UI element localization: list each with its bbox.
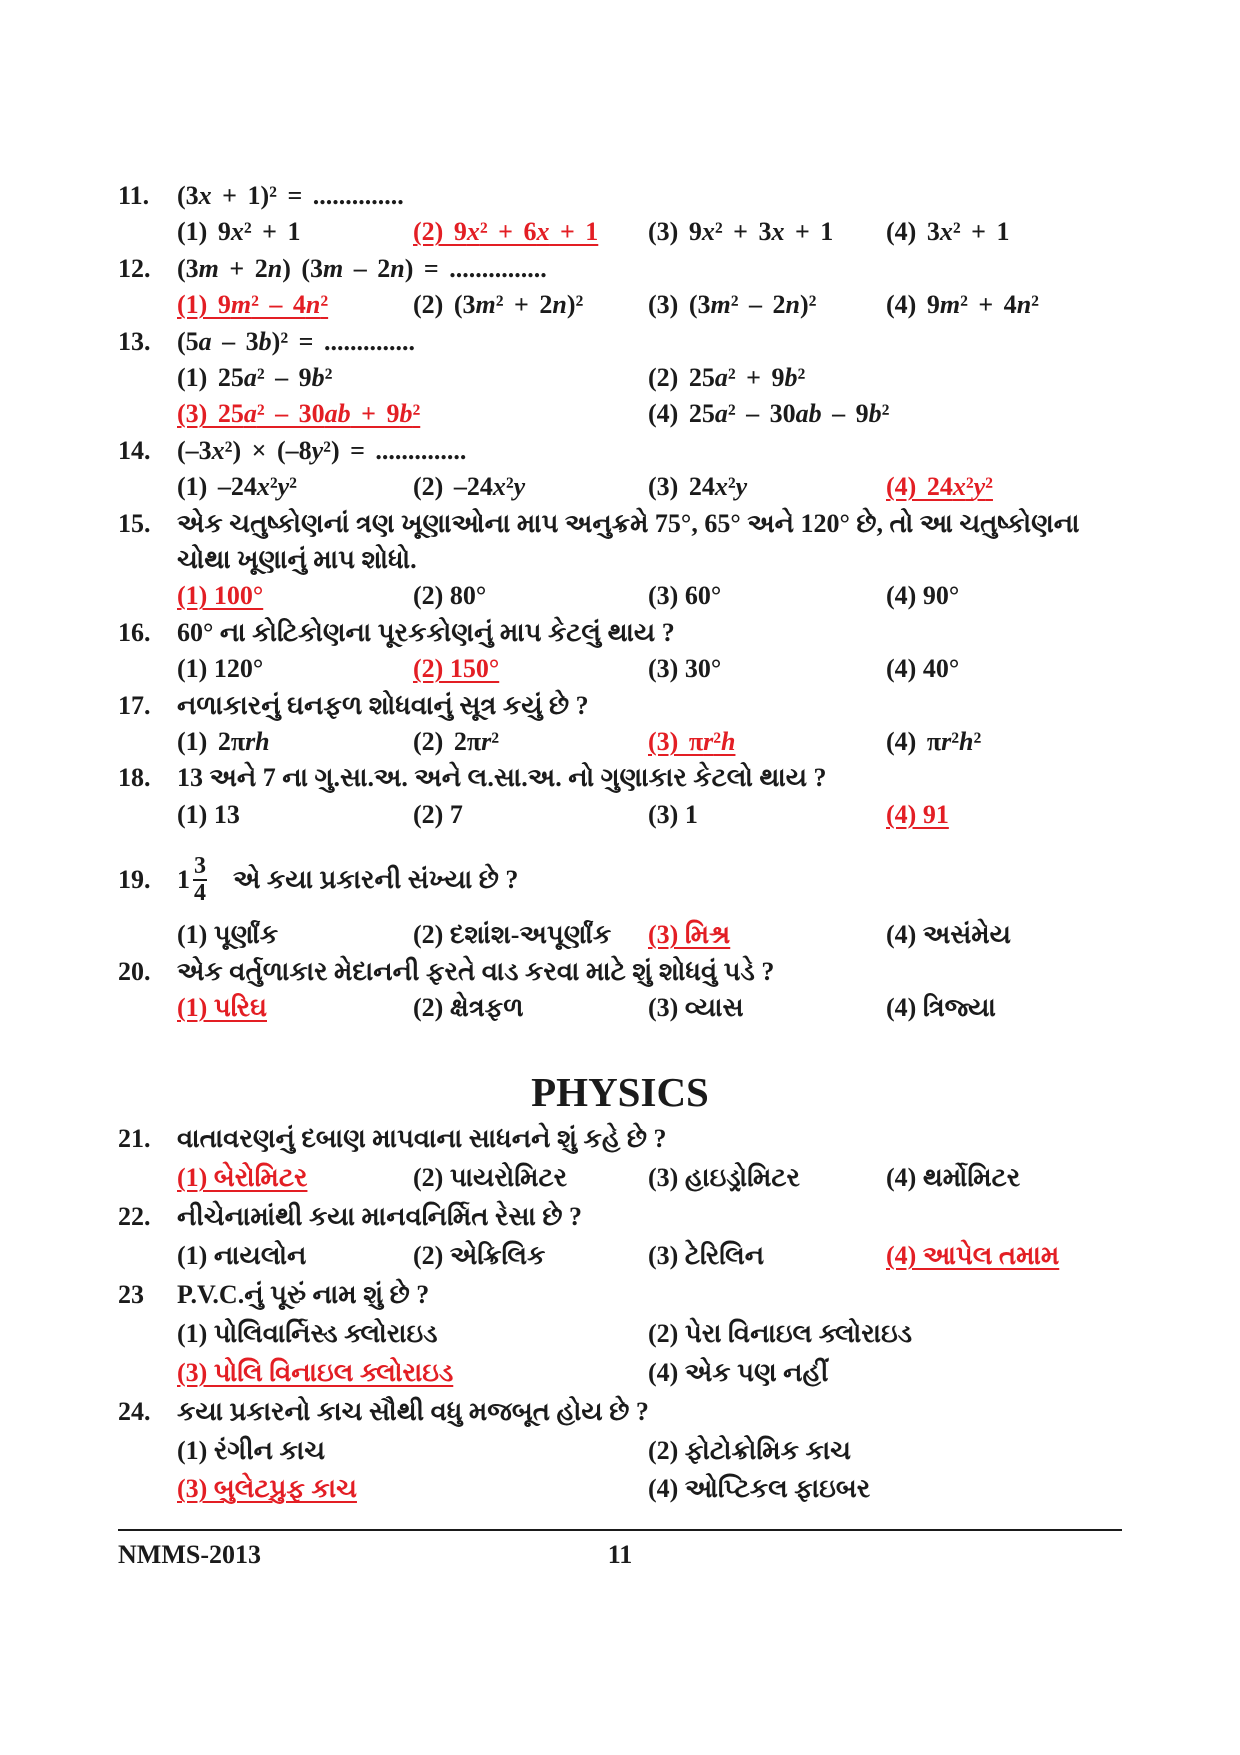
options-row bbox=[177, 1237, 1122, 1276]
question-23 bbox=[118, 1276, 1122, 1393]
math-variable: x bbox=[211, 435, 225, 465]
math-variable: x bbox=[492, 472, 506, 502]
question-17 bbox=[118, 688, 1122, 761]
question-12 bbox=[118, 251, 1122, 324]
question-20 bbox=[118, 954, 1122, 1027]
math-variable: n bbox=[1016, 290, 1032, 320]
math-variable: x bbox=[771, 217, 785, 247]
question-row bbox=[118, 178, 1122, 214]
question-text: 13 અને 7 ના ગુ.સા.અ. અને લ.સા.અ. નો ગુણાકાર કેટલો થાય ? bbox=[177, 763, 827, 793]
option-4: (4) 91 bbox=[886, 799, 949, 829]
question-row bbox=[118, 1198, 1122, 1237]
math-variable: b bbox=[258, 326, 272, 356]
options-row bbox=[177, 651, 1122, 687]
math-variable: a bbox=[243, 399, 257, 429]
math-variable: n bbox=[785, 290, 800, 320]
question-number: 13. bbox=[118, 326, 151, 356]
mixed-number bbox=[177, 854, 207, 906]
option-1: (1) પૂર્ણાંક bbox=[177, 920, 279, 950]
page-footer bbox=[118, 1537, 1122, 1573]
options-row bbox=[177, 797, 1122, 833]
question-text: નીચેનામાંથી કયા માનવનિર્મિત રેસા છે ? bbox=[177, 1202, 582, 1232]
options-row bbox=[177, 1159, 1122, 1198]
question-number: 16. bbox=[118, 617, 151, 647]
option-2: (2) –24x²y bbox=[413, 472, 526, 502]
question-number: 12. bbox=[118, 253, 151, 283]
option-1: (1) પરિઘ bbox=[177, 992, 267, 1022]
question-text: (3m + 2n) (3m – 2n) = ............... bbox=[177, 253, 547, 283]
exam-code: NMMS-2013 bbox=[118, 1540, 261, 1570]
math-variable: n bbox=[552, 290, 567, 320]
question-number: 22. bbox=[118, 1202, 151, 1232]
question-number: 23 bbox=[118, 1279, 144, 1309]
math-variable: x bbox=[536, 217, 550, 247]
math-variable: ab bbox=[324, 399, 351, 429]
options-row bbox=[177, 287, 1122, 323]
option-1: (1) 9m² – 4n² bbox=[177, 290, 329, 320]
option-1: (1) 2πrh bbox=[177, 726, 270, 756]
question-number: 18. bbox=[118, 763, 151, 793]
math-variable: b bbox=[784, 363, 798, 392]
math-variable: m bbox=[230, 290, 252, 320]
question-11 bbox=[118, 178, 1122, 251]
option-1: (1) રંગીન કાચ bbox=[177, 1435, 326, 1465]
math-variable: r bbox=[481, 726, 492, 756]
math-variable: h bbox=[958, 726, 974, 756]
fraction-numerator: 3 bbox=[194, 853, 206, 880]
option-2: (2) 80° bbox=[413, 581, 487, 611]
option-3: (3) વ્યાસ bbox=[648, 992, 744, 1022]
question-text: એક ચતુષ્કોણનાં ત્રણ ખૂણાઓના માપ અનુક્રમે 75°, 65° અને 120° છે, તો આ ચતુષ્કોણના ચોથા ખૂણાનું માપ શોધો. bbox=[177, 508, 1080, 574]
option-3: (3) 1 bbox=[648, 799, 698, 829]
options-row bbox=[177, 917, 1122, 953]
option-4: (4) અસંમેય bbox=[886, 920, 1011, 950]
option-4: (4) 9m² + 4n² bbox=[886, 290, 1039, 320]
question-text: કયા પ્રકારનો કાચ સૌથી વધુ મજબૂત હોય છે ? bbox=[177, 1396, 649, 1426]
question-24 bbox=[118, 1393, 1122, 1510]
question-text: (5a – 3b)² = .............. bbox=[177, 326, 415, 356]
math-variable: x bbox=[714, 472, 728, 502]
math-variable: x bbox=[256, 472, 270, 502]
option-3: (3) (3m² – 2n)² bbox=[648, 290, 817, 320]
question-row bbox=[118, 843, 1122, 917]
option-2: (2) 25a² + 9b² bbox=[648, 363, 806, 392]
option-3: (3) પોલિ વિનાઇલ ક્લોરાઇડ bbox=[177, 1357, 454, 1387]
page-number: 11 bbox=[607, 1540, 633, 1570]
math-variable: n bbox=[390, 253, 405, 283]
math-variable: a bbox=[714, 363, 728, 392]
option-4: (4) 40° bbox=[886, 654, 960, 684]
math-variable: n bbox=[305, 290, 321, 320]
option-1: (1) 13 bbox=[177, 799, 240, 829]
options-row bbox=[177, 360, 1122, 396]
math-variable: b bbox=[868, 399, 882, 429]
question-text: નળાકારનું ઘનફળ શોધવાનું સૂત્ર કયું છે ? bbox=[177, 690, 589, 720]
question-text: (–3x²) × (–8y²) = .............. bbox=[177, 435, 467, 465]
math-variable: a bbox=[714, 399, 728, 429]
option-4: (4) 25a² – 30ab – 9b² bbox=[648, 399, 890, 429]
question-text: 60° ના કોટિકોણના પૂરકકોણનું માપ કેટલું થાય ? bbox=[177, 617, 675, 647]
whole-number: 1 bbox=[177, 864, 190, 894]
question-row bbox=[118, 251, 1122, 287]
option-1: (1) નાયલોન bbox=[177, 1241, 307, 1271]
math-variable: m bbox=[323, 253, 344, 283]
option-2: (2) પાયરોમિટર bbox=[413, 1163, 568, 1193]
question-row bbox=[118, 760, 1122, 796]
question-16 bbox=[118, 615, 1122, 688]
options-row bbox=[177, 469, 1122, 505]
question-row bbox=[118, 1276, 1122, 1315]
option-2: (2) 7 bbox=[413, 799, 463, 829]
question-number: 24. bbox=[118, 1396, 151, 1426]
question-row bbox=[118, 433, 1122, 469]
options-row bbox=[177, 1354, 1122, 1393]
question-22 bbox=[118, 1198, 1122, 1276]
option-3: (3) 25a² – 30ab + 9b² bbox=[177, 399, 421, 429]
option-2: (2) ક્ષેત્રફળ bbox=[413, 992, 524, 1022]
option-4: (4) 90° bbox=[886, 581, 960, 611]
question-row bbox=[118, 1393, 1122, 1432]
question-21 bbox=[118, 1120, 1122, 1198]
math-variable: x bbox=[939, 217, 953, 247]
math-variable: x bbox=[952, 472, 966, 502]
question-15 bbox=[118, 506, 1122, 615]
option-2: (2) દશાંશ-અપૂર્ણાંક bbox=[413, 920, 612, 950]
question-row bbox=[118, 1120, 1122, 1159]
question-text: વાતાવરણનું દબાણ માપવાના સાધનને શું કહે છે ? bbox=[177, 1124, 667, 1154]
question-text: એક વર્તુળાકાર મેદાનની ફરતે વાડ કરવા માટે શું શોધવું પડે ? bbox=[177, 956, 775, 986]
question-number: 11. bbox=[118, 181, 150, 210]
option-4: (4) πr²h² bbox=[886, 726, 982, 756]
option-1: (1) 120° bbox=[177, 654, 264, 684]
option-1: (1) 9x² + 1 bbox=[177, 217, 301, 247]
math-variable: h bbox=[720, 726, 736, 756]
math-variable: rh bbox=[245, 726, 270, 756]
question-text-after-number: એ કયા પ્રકારની સંખ્યા છે ? bbox=[233, 864, 519, 894]
question-row bbox=[118, 506, 1122, 579]
option-1: (1) પોલિવાર્નિસ્ડ ક્લોરાઇડ bbox=[177, 1318, 438, 1348]
question-row bbox=[118, 324, 1122, 360]
option-2: (2) એક્રિલિક bbox=[413, 1241, 546, 1271]
question-number: 20. bbox=[118, 956, 151, 986]
math-variable: m bbox=[939, 290, 961, 320]
option-1: (1) બેરોમિટર bbox=[177, 1163, 308, 1193]
option-4: (4) ઓપ્ટિકલ ફાઇબર bbox=[648, 1474, 871, 1504]
fraction-denominator: 4 bbox=[194, 880, 206, 907]
question-18 bbox=[118, 760, 1122, 833]
option-2: (2) 9x² + 6x + 1 bbox=[413, 217, 599, 247]
option-4: (4) 24x²y² bbox=[886, 472, 993, 502]
option-3: (3) મિશ્ર bbox=[648, 920, 731, 950]
question-text: P.V.C.નું પૂરું નામ શું છે ? bbox=[177, 1279, 430, 1309]
math-variable: ab bbox=[795, 399, 822, 429]
option-4: (4) થર્મોમિટર bbox=[886, 1163, 1021, 1193]
options-row bbox=[177, 990, 1122, 1026]
question-text: (3x + 1)² = .............. bbox=[177, 181, 404, 210]
option-1: (1) 25a² – 9b² bbox=[177, 363, 333, 392]
option-2: (2) 2πr² bbox=[413, 726, 499, 756]
math-variable: y bbox=[973, 472, 986, 502]
question-row bbox=[118, 615, 1122, 651]
physics-section bbox=[118, 1120, 1122, 1509]
math-variable: r bbox=[941, 726, 952, 756]
options-row bbox=[177, 1470, 1122, 1509]
option-4: (4) ત્રિજ્યા bbox=[886, 992, 996, 1022]
option-4: (4) 3x² + 1 bbox=[886, 217, 1010, 247]
math-variable: m bbox=[710, 290, 731, 320]
math-variable: b bbox=[399, 399, 413, 429]
section-heading: PHYSICS bbox=[531, 1069, 709, 1116]
option-4: (4) એક પણ નહીં bbox=[648, 1357, 829, 1387]
math-variable: y bbox=[513, 472, 526, 502]
option-1: (1) –24x²y² bbox=[177, 472, 297, 502]
math-variable: a bbox=[198, 326, 212, 356]
math-variable: b bbox=[311, 363, 325, 392]
option-3: (3) ટેરિલિન bbox=[648, 1241, 765, 1271]
math-variable: y bbox=[277, 472, 290, 502]
options-row bbox=[177, 578, 1122, 614]
question-number: 15. bbox=[118, 508, 151, 538]
footer-rule bbox=[118, 1529, 1122, 1531]
math-variable: x bbox=[701, 217, 715, 247]
option-2: (2) ફોટોક્રોમિક કાચ bbox=[648, 1435, 851, 1465]
option-3: (3) 30° bbox=[648, 654, 722, 684]
fraction bbox=[193, 854, 207, 906]
question-13 bbox=[118, 324, 1122, 433]
page-content bbox=[118, 178, 1122, 1573]
question-row bbox=[118, 688, 1122, 724]
math-variable: y bbox=[311, 435, 324, 465]
option-2: (2) પેરા વિનાઇલ ક્લોરાઇડ bbox=[648, 1318, 913, 1348]
option-4: (4) આપેલ તમામ bbox=[886, 1241, 1060, 1271]
math-variable: a bbox=[243, 363, 257, 392]
option-2: (2) (3m² + 2n)² bbox=[413, 290, 584, 320]
options-row bbox=[177, 1432, 1122, 1471]
math-variable: x bbox=[198, 181, 212, 210]
option-3: (3) બુલેટપ્રુફ કાચ bbox=[177, 1474, 357, 1504]
question-number: 21. bbox=[118, 1124, 151, 1154]
math-variable: m bbox=[198, 253, 219, 283]
math-variable: r bbox=[703, 726, 714, 756]
math-variable: n bbox=[267, 253, 283, 283]
option-3: (3) πr²h bbox=[648, 726, 736, 756]
options-row bbox=[177, 214, 1122, 250]
option-3: (3) 9x² + 3x + 1 bbox=[648, 217, 834, 247]
math-variable: x bbox=[230, 217, 244, 247]
options-row bbox=[177, 724, 1122, 760]
question-19 bbox=[118, 843, 1122, 953]
option-3: (3) હાઇડ્રોમિટર bbox=[648, 1163, 800, 1193]
option-1: (1) 100° bbox=[177, 581, 264, 611]
options-row bbox=[177, 396, 1122, 432]
option-2: (2) 150° bbox=[413, 654, 500, 684]
question-number: 14. bbox=[118, 435, 151, 465]
question-row bbox=[118, 954, 1122, 990]
question-number: 19. bbox=[118, 864, 151, 894]
math-variable: x bbox=[466, 217, 480, 247]
question-number: 17. bbox=[118, 690, 151, 720]
math-variable: y bbox=[735, 472, 748, 502]
option-3: (3) 24x²y bbox=[648, 472, 748, 502]
option-3: (3) 60° bbox=[648, 581, 722, 611]
options-row bbox=[177, 1315, 1122, 1354]
question-14 bbox=[118, 433, 1122, 506]
question-text bbox=[177, 854, 1122, 906]
math-variable: m bbox=[475, 290, 496, 320]
